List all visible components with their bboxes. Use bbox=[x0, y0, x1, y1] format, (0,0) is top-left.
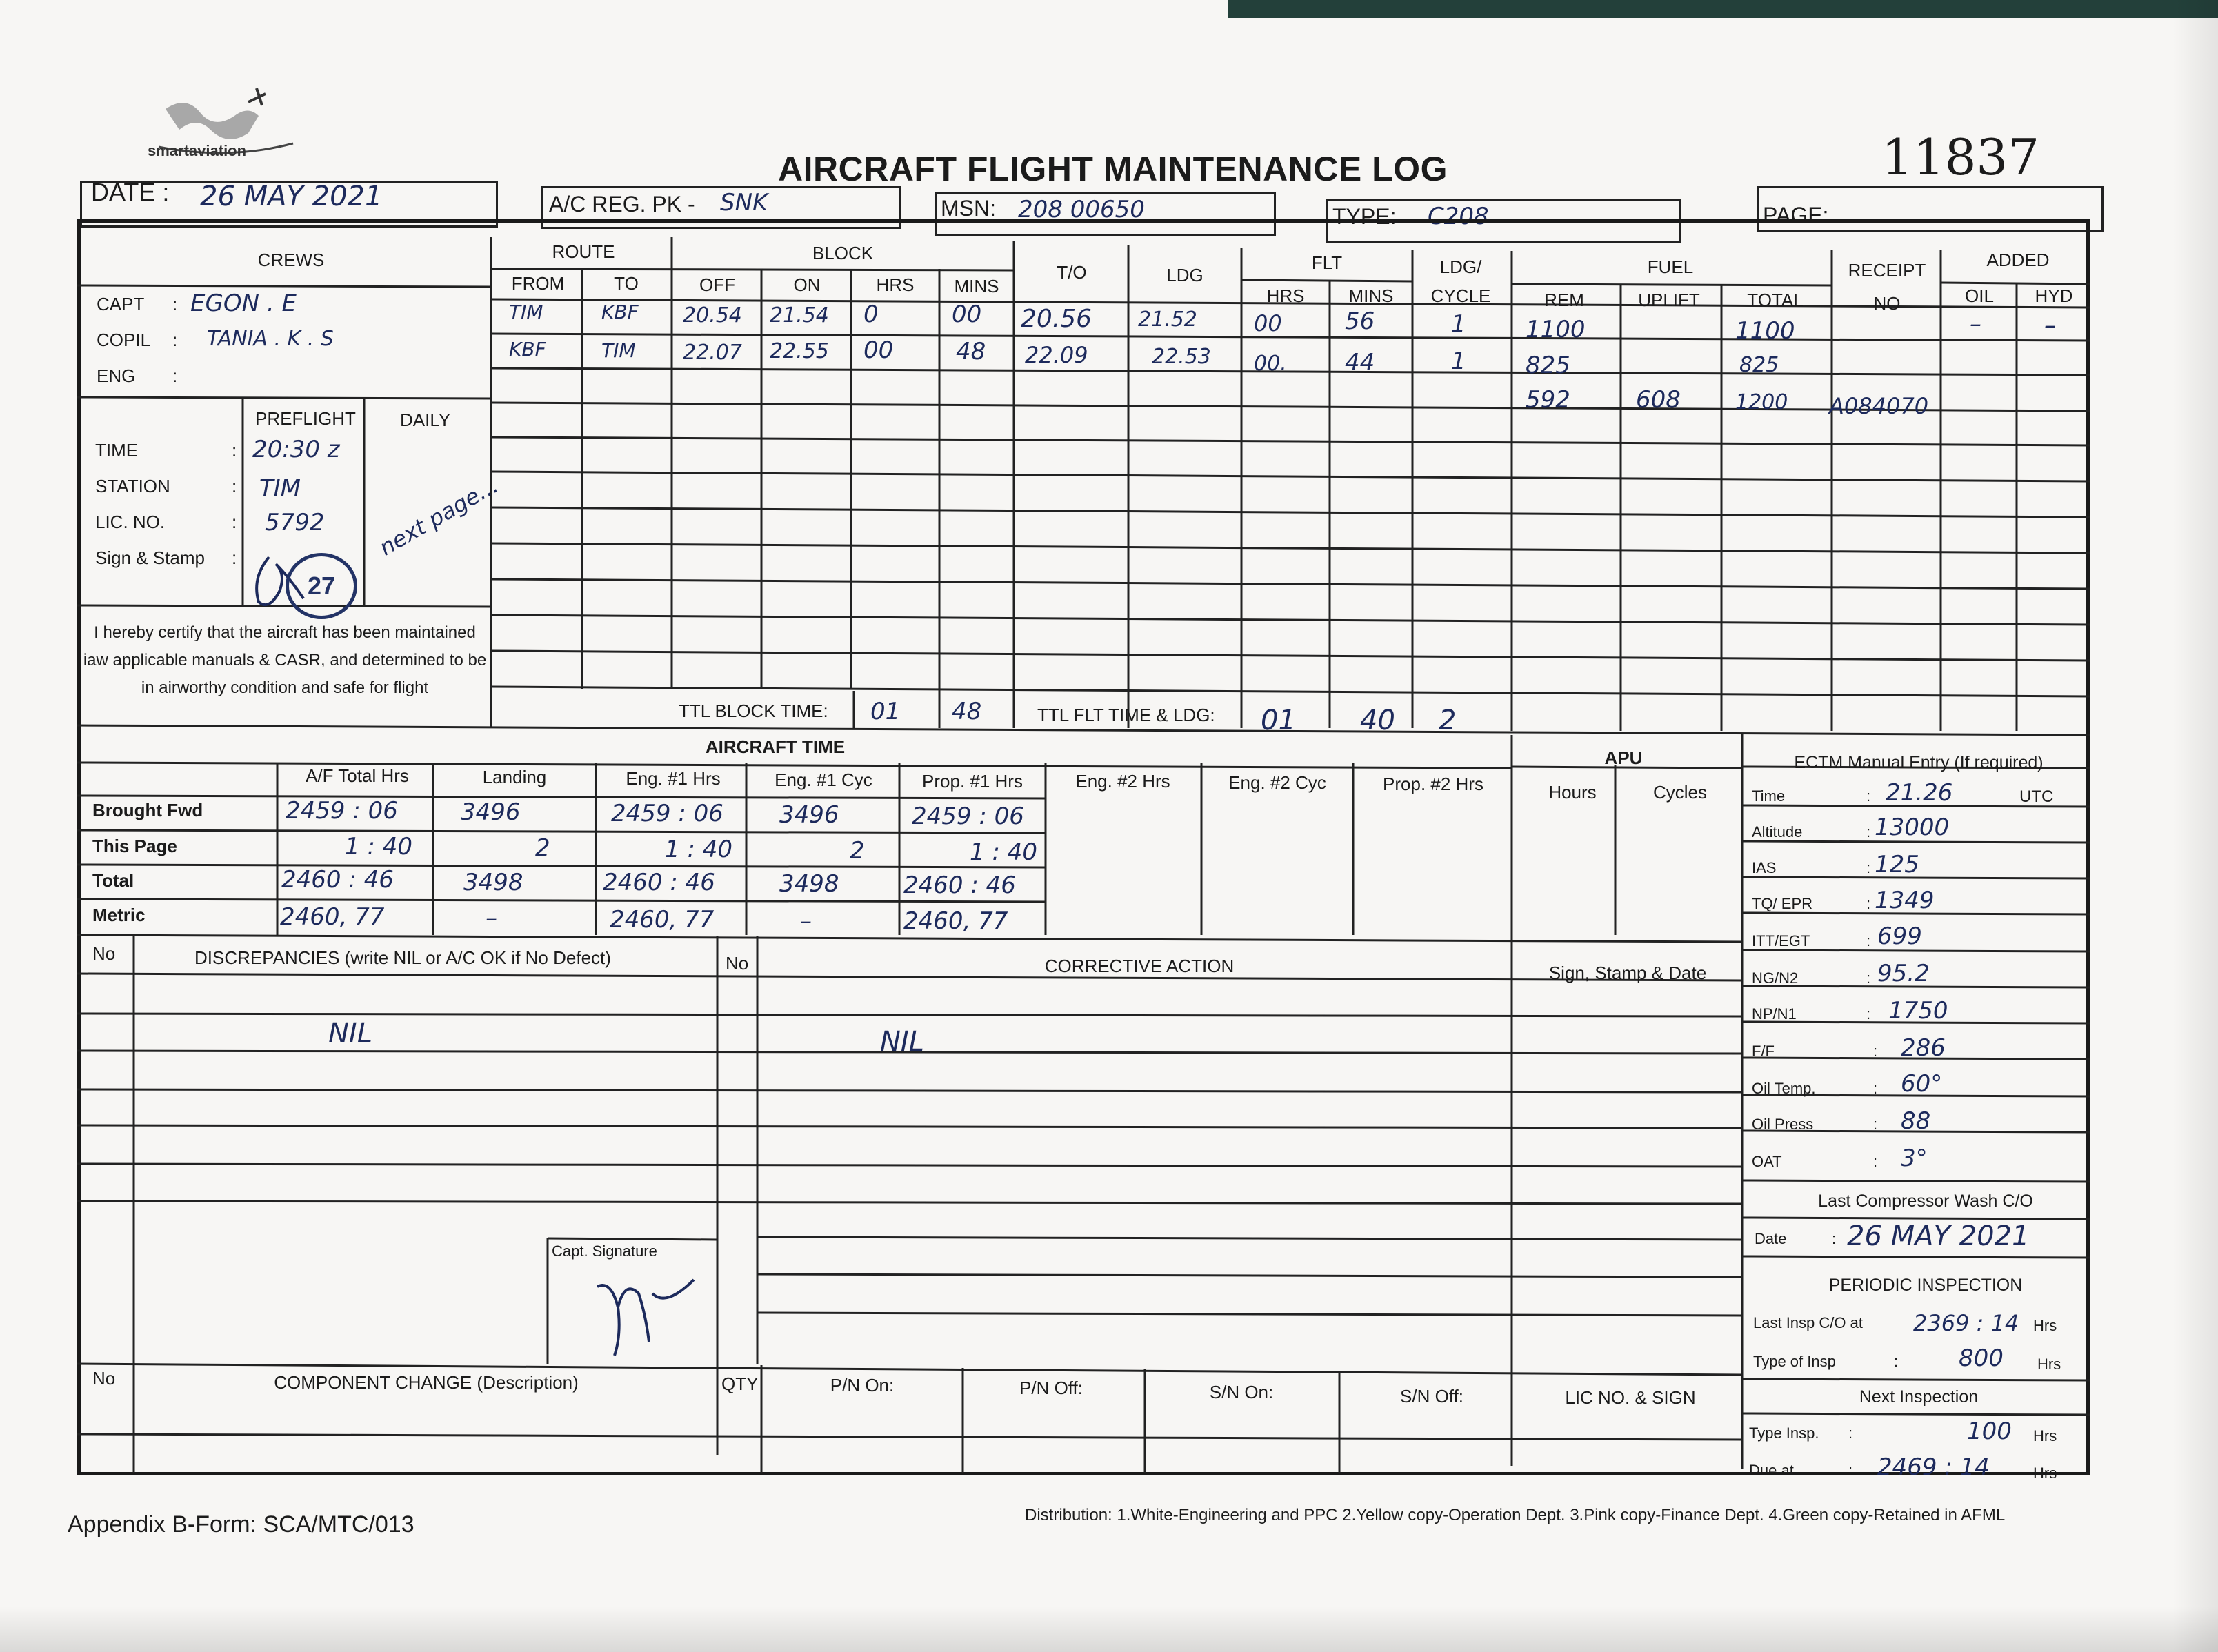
tp-prop1-hrs[interactable]: 1 : 40 bbox=[970, 838, 1037, 866]
form-number: Appendix B-Form: SCA/MTC/013 bbox=[68, 1511, 414, 1538]
date-label: DATE : bbox=[91, 178, 170, 206]
reg-label: A/C REG. PK - bbox=[549, 192, 695, 216]
total-eng1-cyc[interactable]: 3498 bbox=[779, 870, 839, 898]
ectm-altitude-label: Altitude bbox=[1752, 823, 1803, 840]
row1-rem[interactable]: 1100 bbox=[1526, 316, 1586, 343]
receipt-header: RECEIPT NO bbox=[1848, 260, 1926, 314]
capt-label: CAPT bbox=[97, 294, 145, 314]
ldg-cycle-header: LDG/ CYCLE bbox=[1430, 256, 1491, 306]
distribution-note: Distribution: 1.White-Engineering and PPC 2.Yellow copy-Operation Dept. 3.Pink copy-Finance Dept. 4.Green copy-Retained in AFML bbox=[1025, 1506, 2006, 1524]
apu-heading: APU bbox=[1604, 747, 1643, 768]
row1-from[interactable]: TIM bbox=[509, 301, 543, 323]
lic-value[interactable]: 5792 bbox=[265, 509, 325, 536]
next-type-value[interactable]: 100 bbox=[1967, 1418, 2012, 1445]
ectm-ff-label: F/F bbox=[1752, 1042, 1775, 1060]
ectm-ff-value[interactable]: 286 bbox=[1901, 1034, 1946, 1062]
flt-hrs-header: HRS bbox=[1266, 285, 1305, 306]
ectm-oiltemp-value[interactable]: 60° bbox=[1901, 1070, 1943, 1098]
due-label: Due at bbox=[1749, 1462, 1794, 1479]
discrepancies-heading: DISCREPANCIES (write NIL or A/C OK if No Defect) bbox=[194, 947, 611, 968]
type-insp-value[interactable]: 800 bbox=[1959, 1344, 2004, 1372]
discrepancy-no-label: No bbox=[92, 943, 116, 964]
page-title: AIRCRAFT FLIGHT MAINTENANCE LOG bbox=[778, 150, 1448, 188]
to-header: TO bbox=[614, 273, 639, 294]
last-insp-value[interactable]: 2369 : 14 bbox=[1913, 1310, 2019, 1336]
col-eng2-hrs: Eng. #2 Hrs bbox=[1075, 771, 1170, 792]
ttl-flt-hrs[interactable]: 01 bbox=[1261, 705, 1296, 736]
row3-uplift[interactable]: 608 bbox=[1636, 386, 1681, 414]
col-af-total: A/F Total Hrs bbox=[306, 765, 409, 786]
compressor-heading: Last Compressor Wash C/O bbox=[1818, 1191, 2033, 1211]
row2-on[interactable]: 22.55 bbox=[770, 339, 829, 363]
rem-header: REM bbox=[1544, 290, 1584, 310]
lic-sign-label: LIC NO. & SIGN bbox=[1565, 1387, 1696, 1408]
uplift-header: UPLIFT bbox=[1638, 290, 1700, 310]
row1-cycle[interactable]: 1 bbox=[1451, 310, 1466, 338]
row1-to-time[interactable]: 20.56 bbox=[1021, 305, 1092, 333]
ectm-altitude-value[interactable]: 13000 bbox=[1875, 814, 1950, 841]
total-prop1-hrs[interactable]: 2460 : 46 bbox=[903, 872, 1016, 899]
pn-on-label: P/N On: bbox=[830, 1375, 895, 1396]
due-value[interactable]: 2469 : 14 bbox=[1877, 1453, 1990, 1481]
metric-af-total[interactable]: 2460, 77 bbox=[280, 903, 385, 931]
hyd-header: HYD bbox=[2035, 285, 2073, 306]
row2-to[interactable]: TIM bbox=[601, 339, 636, 362]
row2-rem[interactable]: 825 bbox=[1526, 352, 1570, 379]
row2-cycle[interactable]: 1 bbox=[1451, 347, 1466, 375]
tp-landing[interactable]: 2 bbox=[535, 834, 550, 862]
col-eng1-hrs: Eng. #1 Hrs bbox=[626, 768, 721, 789]
bf-eng1-cyc[interactable]: 3496 bbox=[779, 801, 839, 829]
station-label: STATION bbox=[95, 476, 170, 496]
total-eng1-hrs[interactable]: 2460 : 46 bbox=[603, 869, 715, 896]
row3-receipt[interactable]: A084070 bbox=[1829, 393, 1929, 419]
ttl-block-label: TTL BLOCK TIME: bbox=[679, 701, 828, 721]
date-value[interactable]: 26 MAY 2021 bbox=[200, 181, 383, 212]
daily-note: next page... bbox=[374, 472, 503, 561]
block-header: BLOCK bbox=[812, 243, 874, 263]
col-eng2-cyc: Eng. #2 Cyc bbox=[1228, 772, 1326, 793]
col-landing: Landing bbox=[482, 767, 547, 787]
discrepancy-entry[interactable]: NIL bbox=[328, 1018, 373, 1049]
tp-af-total[interactable]: 1 : 40 bbox=[345, 833, 412, 860]
ectm-time-label: Time bbox=[1752, 787, 1786, 805]
col-prop2-hrs: Prop. #2 Hrs bbox=[1383, 774, 1483, 794]
ttl-flt-mins[interactable]: 40 bbox=[1360, 705, 1395, 736]
ectm-oilpress-value[interactable]: 88 bbox=[1901, 1107, 1931, 1135]
metric-landing[interactable]: – bbox=[486, 905, 497, 932]
ectm-ng-value[interactable]: 95.2 bbox=[1877, 960, 1930, 987]
row3-rem[interactable]: 592 bbox=[1526, 386, 1570, 414]
bf-landing[interactable]: 3496 bbox=[461, 798, 521, 826]
metric-label: Metric bbox=[92, 905, 146, 925]
ectm-time-value[interactable]: 21.26 bbox=[1886, 779, 1953, 807]
ectm-ias-value[interactable]: 125 bbox=[1875, 851, 1919, 878]
capt-signature bbox=[583, 1266, 708, 1362]
apu-cycles: Cycles bbox=[1652, 782, 1708, 803]
pn-off-label: P/N Off: bbox=[1019, 1378, 1083, 1398]
metric-eng1-hrs[interactable]: 2460, 77 bbox=[610, 906, 715, 934]
row2-mins[interactable]: 48 bbox=[956, 338, 986, 365]
row1-mins[interactable]: 00 bbox=[952, 301, 982, 328]
row1-hrs[interactable]: 0 bbox=[863, 301, 879, 328]
ectm-tq-label: TQ/ EPR bbox=[1752, 895, 1813, 912]
row1-flt-hrs[interactable]: 00 bbox=[1254, 310, 1282, 336]
row1-to[interactable]: KBF bbox=[601, 301, 639, 323]
last-insp-hrs: Hrs bbox=[2033, 1317, 2057, 1334]
row2-from[interactable]: KBF bbox=[509, 338, 546, 361]
component-no-label: No bbox=[92, 1368, 116, 1389]
corrective-entry[interactable]: NIL bbox=[880, 1026, 925, 1058]
page-label: PAGE: bbox=[1763, 203, 1829, 228]
type-insp-label: Type of Insp bbox=[1753, 1353, 1836, 1370]
route-header: ROUTE bbox=[552, 241, 615, 262]
type-insp-hrs: Hrs bbox=[2037, 1356, 2061, 1373]
ectm-itt-label: ITT/EGT bbox=[1752, 932, 1810, 949]
added-header: ADDED bbox=[1986, 250, 2050, 270]
compressor-date-label: Date bbox=[1755, 1230, 1787, 1247]
type-label: TYPE: bbox=[1332, 204, 1397, 229]
col-prop1-hrs: Prop. #1 Hrs bbox=[922, 771, 1023, 792]
msn-label: MSN: bbox=[941, 196, 996, 221]
row2-total[interactable]: 825 bbox=[1739, 353, 1779, 377]
logo-text: smartaviation bbox=[148, 142, 247, 159]
preflight-time-value[interactable]: 20:30 z bbox=[252, 436, 340, 463]
type-value[interactable]: C208 bbox=[1428, 203, 1489, 230]
metric-prop1-hrs[interactable]: 2460, 77 bbox=[903, 907, 1008, 935]
qty-label: QTY bbox=[721, 1373, 759, 1394]
ectm-oat-value[interactable]: 3° bbox=[1901, 1145, 1928, 1172]
to-time-header: T/O bbox=[1057, 262, 1087, 283]
total-af-total[interactable]: 2460 : 46 bbox=[281, 866, 394, 894]
reg-value[interactable]: SNK bbox=[720, 189, 768, 216]
row2-to-time[interactable]: 22.09 bbox=[1025, 342, 1088, 368]
ttl-flt-label: TTL FLT TIME & LDG: bbox=[1037, 705, 1215, 725]
ldg-header: LDG bbox=[1166, 265, 1203, 285]
due-hrs: Hrs bbox=[2033, 1464, 2057, 1482]
ectm-ias-label: IAS bbox=[1752, 859, 1777, 876]
ectm-utc: UTC bbox=[2019, 787, 2054, 806]
next-type-hrs: Hrs bbox=[2033, 1427, 2057, 1444]
ectm-itt-value[interactable]: 699 bbox=[1877, 923, 1922, 950]
ttl-ldg[interactable]: 2 bbox=[1439, 705, 1457, 736]
aircraft-time-heading: AIRCRAFT TIME bbox=[705, 736, 846, 757]
row1-on[interactable]: 21.54 bbox=[770, 303, 829, 328]
sn-off-label: S/N Off: bbox=[1400, 1386, 1463, 1407]
ectm-np-value[interactable]: 1750 bbox=[1888, 997, 1948, 1025]
mins-header: MINS bbox=[954, 276, 999, 296]
bf-af-total[interactable]: 2459 : 06 bbox=[286, 797, 398, 825]
metric-eng1-cyc[interactable]: – bbox=[800, 907, 812, 935]
capt-value[interactable]: EGON . E bbox=[190, 290, 297, 317]
next-inspection-heading: Next Inspection bbox=[1859, 1387, 1979, 1407]
daily-label: DAILY bbox=[400, 410, 451, 430]
crews-heading: CREWS bbox=[257, 250, 325, 270]
bf-eng1-hrs[interactable]: 2459 : 06 bbox=[611, 800, 723, 827]
this-page-label: This Page bbox=[92, 836, 177, 856]
component-heading: COMPONENT CHANGE (Description) bbox=[274, 1372, 579, 1393]
preflight-label: PREFLIGHT bbox=[255, 408, 356, 429]
tp-eng1-cyc[interactable]: 2 bbox=[850, 837, 865, 865]
corrective-heading: CORRECTIVE ACTION bbox=[1044, 956, 1235, 976]
on-header: ON bbox=[793, 274, 821, 295]
row1-oil[interactable]: – bbox=[1970, 310, 1981, 338]
msn-value[interactable]: 208 00650 bbox=[1018, 196, 1145, 223]
from-header: FROM bbox=[511, 273, 565, 294]
fuel-total-header: TOTAL bbox=[1747, 290, 1804, 310]
oil-header: OIL bbox=[1965, 285, 1994, 306]
row1-off[interactable]: 20.54 bbox=[683, 303, 742, 328]
ectm-tq-value[interactable]: 1349 bbox=[1875, 887, 1935, 914]
off-header: OFF bbox=[699, 274, 735, 295]
row2-flt-hrs[interactable]: 00. bbox=[1254, 352, 1287, 376]
inspection-stamp: 27 bbox=[286, 553, 357, 619]
ectm-oiltemp-label: Oil Temp. bbox=[1752, 1080, 1816, 1097]
ectm-oat-label: OAT bbox=[1752, 1153, 1782, 1170]
periodic-heading: PERIODIC INSPECTION bbox=[1828, 1276, 2023, 1295]
corrective-no-label: No bbox=[726, 953, 749, 974]
row2-ldg[interactable]: 22.53 bbox=[1152, 345, 1211, 369]
eng-label: ENG bbox=[97, 365, 136, 386]
sn-on-label: S/N On: bbox=[1209, 1382, 1274, 1402]
last-insp-label: Last Insp C/O at bbox=[1753, 1314, 1863, 1331]
row1-ldg[interactable]: 21.52 bbox=[1138, 308, 1197, 332]
station-value[interactable]: TIM bbox=[259, 474, 301, 502]
lic-label: LIC. NO. bbox=[95, 512, 166, 532]
serial-number: 11837 bbox=[1881, 128, 2040, 186]
row3-total[interactable]: 1200 bbox=[1735, 390, 1788, 414]
copil-label: COPIL bbox=[97, 330, 151, 350]
certification-text: I hereby certify that the aircraft has been maintained iaw applicable manuals & CASR, and determined to be in airworthy condition and safe for flight bbox=[83, 623, 487, 697]
ttl-block-mins[interactable]: 48 bbox=[952, 698, 982, 725]
compressor-date-value[interactable]: 26 MAY 2021 bbox=[1847, 1220, 2030, 1252]
ectm-ng-label: NG/N2 bbox=[1752, 969, 1799, 987]
row2-hrs[interactable]: 00 bbox=[863, 336, 894, 364]
ectm-oilpress-label: Oil Press bbox=[1752, 1116, 1814, 1133]
flt-header: FLT bbox=[1311, 252, 1343, 273]
row2-off[interactable]: 22.07 bbox=[683, 341, 742, 365]
hrs-header: HRS bbox=[876, 274, 915, 295]
bf-prop1-hrs[interactable]: 2459 : 06 bbox=[912, 803, 1024, 830]
ttl-block-hrs[interactable]: 01 bbox=[870, 698, 901, 725]
apu-hours: Hours bbox=[1548, 782, 1597, 803]
total-landing[interactable]: 3498 bbox=[463, 869, 523, 896]
copil-value[interactable]: TANIA . K . S bbox=[207, 327, 334, 351]
next-type-label: Type Insp. bbox=[1749, 1424, 1819, 1442]
row1-flt-mins[interactable]: 56 bbox=[1345, 308, 1375, 335]
sign-stamp-label: Sign & Stamp bbox=[95, 547, 205, 568]
capt-signature-label: Capt. Signature bbox=[552, 1242, 657, 1260]
ectm-heading: ECTM Manual Entry (If required) bbox=[1794, 753, 2044, 772]
row1-hyd[interactable]: – bbox=[2044, 312, 2056, 339]
tp-eng1-hrs[interactable]: 1 : 40 bbox=[665, 836, 732, 863]
ectm-np-label: NP/N1 bbox=[1752, 1005, 1797, 1023]
row1-total[interactable]: 1100 bbox=[1735, 317, 1795, 345]
fuel-header: FUEL bbox=[1647, 256, 1694, 277]
time-label: TIME bbox=[95, 440, 139, 461]
row2-flt-mins[interactable]: 44 bbox=[1345, 349, 1375, 376]
sign-stamp-date-label: Sign, Stamp & Date bbox=[1548, 963, 1707, 983]
col-eng1-cyc: Eng. #1 Cyc bbox=[775, 769, 872, 790]
brought-fwd-label: Brought Fwd bbox=[92, 800, 203, 820]
total-label: Total bbox=[92, 870, 134, 891]
flt-mins-header: MINS bbox=[1348, 285, 1394, 306]
